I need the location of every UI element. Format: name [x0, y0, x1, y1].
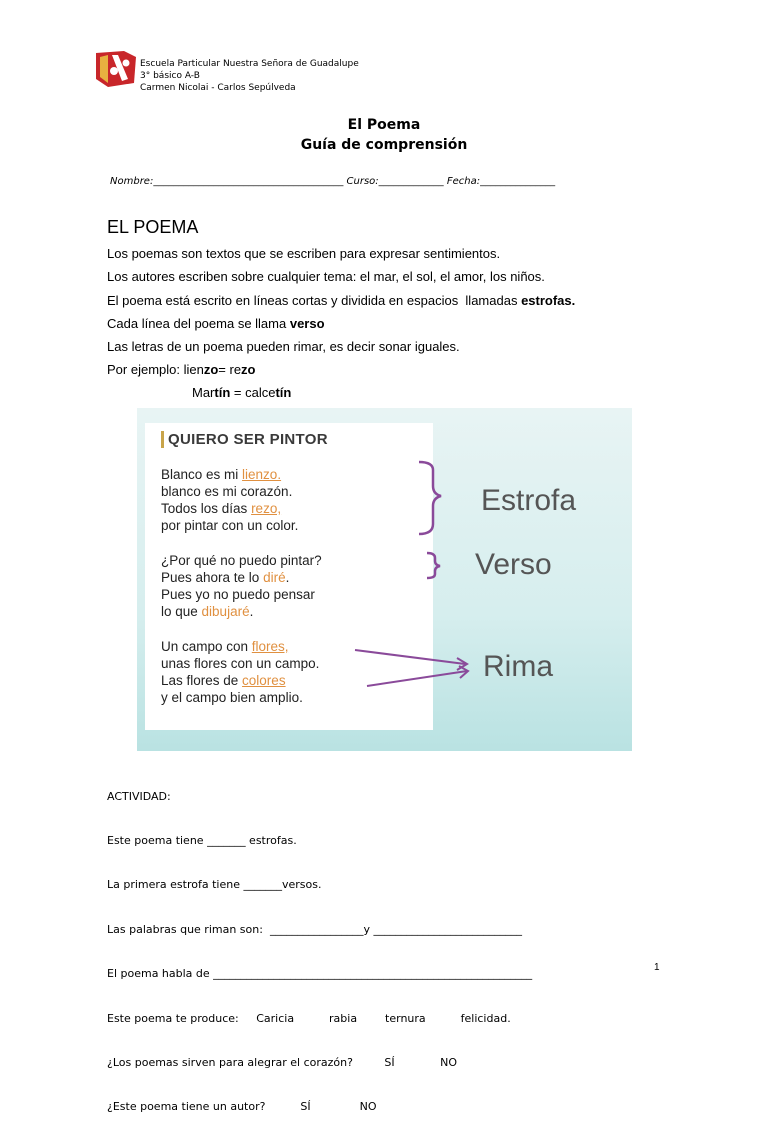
poem-line-text: lo que [161, 604, 202, 619]
activity-question-6[interactable]: ¿Los poemas sirven para alegrar el corazón? SÍ NO [107, 1055, 457, 1069]
paragraph-3 [107, 293, 575, 308]
poem-rhyme-word: colores [242, 673, 286, 688]
activity-heading: ACTIVIDAD: [107, 789, 171, 803]
poem-rhyme-word: dibujaré [201, 604, 250, 619]
example-rhyme: zo [241, 362, 256, 377]
poem-line-text: Todos los días [161, 501, 252, 516]
activity-question-7[interactable]: ¿Este poema tiene un autor? SÍ NO [107, 1100, 377, 1114]
example-line-1 [107, 362, 256, 377]
poem-line-text: Pues ahora te lo [161, 570, 264, 585]
rima-arrow-top-icon [355, 650, 465, 664]
poem-rhyme-word: flores, [251, 639, 289, 654]
example-rhyme: tín [214, 385, 231, 400]
paragraph-4-text: Cada línea del poema se llama [107, 316, 290, 331]
label-rima: Rima [483, 650, 554, 683]
school-info [140, 58, 359, 94]
teachers: Carmen Nicolai - Carlos Sepúlveda [140, 83, 296, 93]
poem-line-text: Las flores de [161, 673, 243, 688]
paragraph-4 [107, 316, 325, 331]
activity-question-5[interactable]: Este poema te produce: Caricia rabia ternura felicidad. [107, 1011, 511, 1025]
example-rhyme: tín [275, 385, 292, 400]
example-text: = re [218, 362, 242, 377]
page-number: 1 [654, 962, 660, 973]
activity-question-2[interactable]: La primera estrofa tiene _______versos. [107, 878, 322, 892]
label-estrofa: Estrofa [481, 484, 577, 517]
activity-question-1[interactable]: Este poema tiene _______ estrofas. [107, 833, 297, 847]
paragraph-4-bold: verso [289, 316, 325, 331]
student-form [110, 176, 555, 187]
rima-arrow-bottom-icon [367, 671, 467, 686]
paragraph-5: Las letras de un poema pueden rimar, es decir sonar iguales. [107, 339, 460, 354]
paragraph-2: Los autores escriben sobre cualquier tema: el mar, el sol, el amor, los niños. [107, 269, 545, 284]
estrofa-brace-icon [419, 462, 441, 534]
poem-rhyme-word: rezo, [251, 501, 282, 516]
poem-line-text: y el campo bien amplio. [161, 690, 303, 705]
poem-line-text: por pintar con un color. [161, 518, 299, 533]
school-name: Escuela Particular Nuestra Señora de Guadalupe [140, 59, 359, 69]
poem-line-text: blanco es mi corazón. [161, 484, 293, 499]
poem-line-text: ¿Por qué no puedo pintar? [161, 553, 322, 568]
school-logo [94, 49, 138, 89]
example-line-2 [192, 385, 291, 400]
verso-brace-icon [427, 553, 440, 578]
poem-line-text: . [249, 604, 254, 619]
paragraph-3-text: El poema está escrito en líneas cortas y dividida en espacios llamadas [107, 293, 522, 308]
poem-line-text: Pues yo no puedo pensar [161, 587, 315, 602]
poem-title: QUIERO SER PINTOR [161, 431, 328, 448]
page-subtitle: Guía de comprensión [300, 137, 468, 153]
grade: 3° básico A-B [140, 71, 200, 81]
poem-line-text: Blanco es mi [161, 467, 243, 482]
paragraph-3-bold: estrofas. [521, 293, 576, 308]
poem-line-text: Un campo con [161, 639, 252, 654]
course-field[interactable]: Curso:_____________ [346, 176, 444, 187]
poem-line-text: . [285, 570, 290, 585]
section-heading: EL POEMA [107, 217, 199, 237]
example-rhyme: zo [203, 362, 219, 377]
activity-section [107, 760, 532, 1130]
poem-figure [137, 408, 632, 751]
name-field[interactable]: Nombre:______________________________________ [110, 176, 344, 187]
activity-question-3[interactable]: Las palabras que riman son: _________________y ___________________________ [107, 922, 522, 936]
paragraph-1: Los poemas son textos que se escriben para expresar sentimientos. [107, 246, 501, 261]
figure-annotations [137, 408, 632, 751]
example-text: = calce [230, 385, 276, 400]
date-field[interactable]: Fecha:_______________ [446, 176, 556, 187]
poem-line-text: unas flores con un campo. [161, 656, 320, 671]
example-text: Mar [192, 385, 215, 400]
activity-question-4[interactable]: El poema habla de __________________________________________________________ [107, 967, 533, 981]
page-title: El Poema [347, 117, 421, 133]
label-verso: Verso [475, 548, 552, 581]
poem-rhyme-word: lienzo. [242, 467, 282, 482]
example-text: Por ejemplo: lien [107, 362, 204, 377]
poem-rhyme-word: diré [263, 570, 286, 585]
